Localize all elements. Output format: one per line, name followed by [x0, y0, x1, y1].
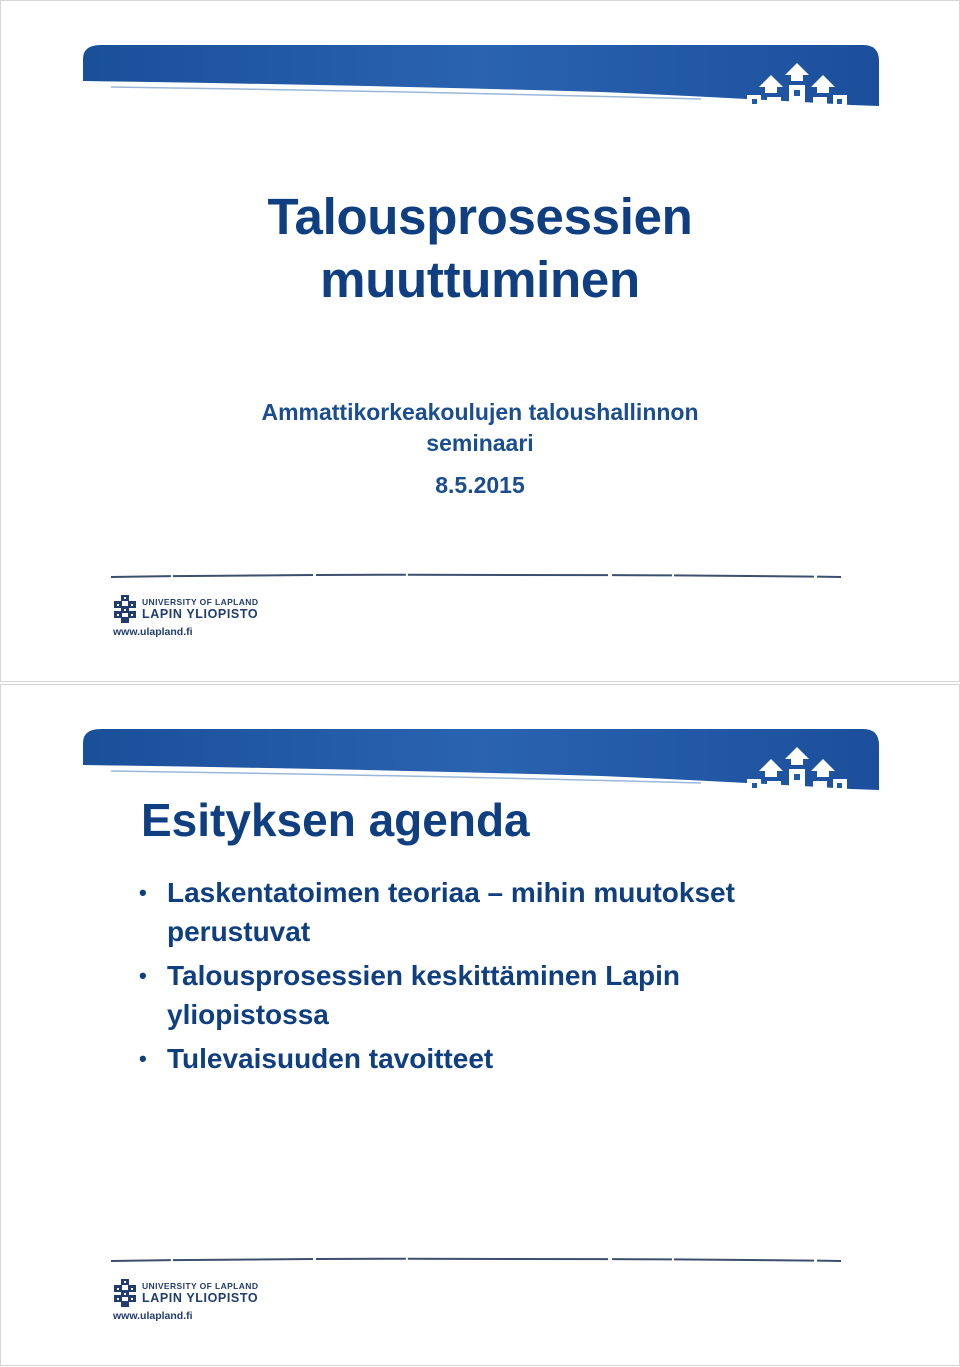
university-website: www.ulapland.fi	[113, 626, 193, 638]
snowflake-logo-icon	[741, 745, 853, 791]
title-slide	[0, 0, 960, 682]
university-name-finnish: LAPIN YLIOPISTO	[142, 1291, 259, 1305]
bullet-icon: •	[139, 1046, 147, 1071]
bullet-icon: •	[139, 880, 147, 905]
list-item-text: Talousprosessien keskittäminen Lapin yliopistossa	[167, 960, 680, 1030]
subtitle-line-1: Ammattikorkeakoulujen taloushallinnon	[261, 399, 699, 425]
footer-divider	[109, 571, 844, 581]
bullet-icon: •	[139, 963, 147, 988]
slide-subtitle	[1, 397, 959, 459]
university-name-english: UNIVERSITY OF LAPLAND	[142, 597, 259, 607]
university-name-finnish: LAPIN YLIOPISTO	[142, 607, 259, 621]
slide-date: 8.5.2015	[435, 472, 525, 498]
list-item	[139, 956, 839, 1034]
title-line-1: Talousprosessien	[267, 188, 693, 245]
list-item-text: Tulevaisuuden tavoitteet	[167, 1043, 494, 1074]
title-line-2: muuttuminen	[320, 251, 640, 308]
subtitle-line-2: seminaari	[426, 430, 534, 456]
university-website: www.ulapland.fi	[113, 1310, 193, 1322]
slide-title	[1, 185, 959, 311]
footer-divider	[109, 1255, 844, 1265]
university-name-english: UNIVERSITY OF LAPLAND	[142, 1281, 259, 1291]
list-item	[139, 873, 839, 951]
university-emblem-icon	[112, 1279, 138, 1307]
list-item	[139, 1039, 839, 1078]
university-emblem-icon	[112, 595, 138, 623]
snowflake-logo-icon	[741, 61, 853, 107]
slide-title: Esityksen agenda	[141, 794, 530, 846]
list-item-text: Laskentatoimen teoriaa – mihin muutokset perustuvat	[167, 877, 735, 947]
agenda-list	[139, 873, 839, 1083]
agenda-slide	[0, 684, 960, 1366]
